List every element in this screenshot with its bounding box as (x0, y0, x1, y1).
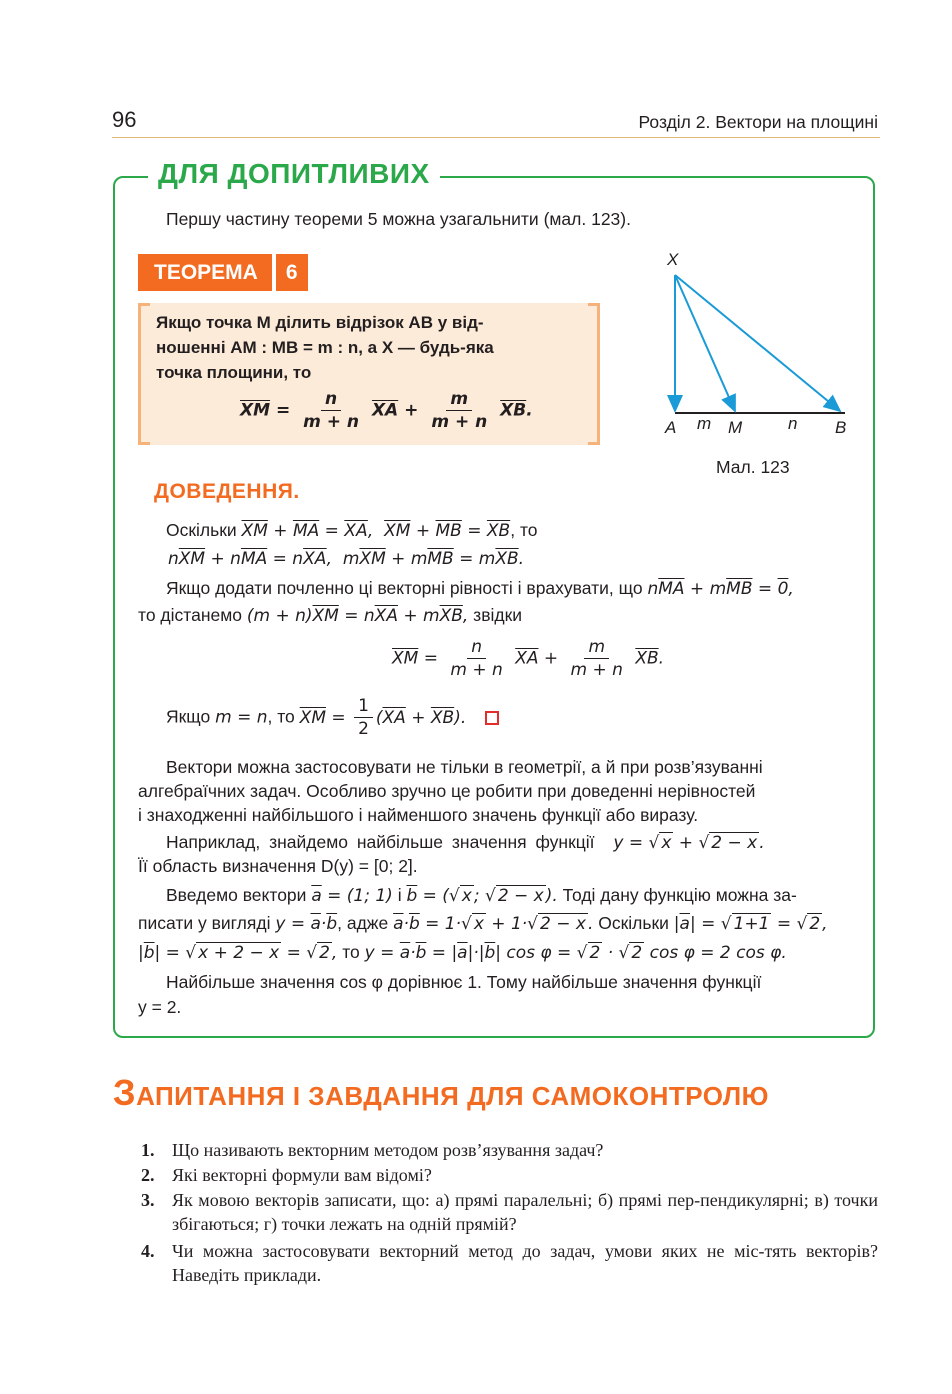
theorem-statement (156, 310, 586, 385)
modulus-line: $|\overline{b}|$ = √ x + 2 − x = √ 2 , то $y = \overline{a}\cdot\overline{b} = |\overline{a}|\cdot|\overline{b}|$ cos φ = √ 2 · √ 2 cos φ = 2 cos φ. (138, 942, 787, 963)
domain-line (138, 854, 418, 878)
proof-line-1: Оскільки $\overline{XM} + \overline{MA} = \overline{XA}$, $\overline{XM} + \overline{MB} = \overline{XB}$, то (166, 520, 538, 541)
page-number: 96 (112, 107, 137, 132)
question-number: 2. (141, 1165, 155, 1185)
vectors-text: Тоді дану функцію можна за- (562, 885, 797, 905)
example-text: Наприклад, знайдемо найбільше значення функції (166, 832, 595, 852)
question-text: Що називають векторним методом розв’язування задач? (172, 1140, 604, 1160)
cos-line: Найбільше значення cos φ дорівнює 1. Тому найбільше значення функції (166, 972, 762, 992)
proof-text: Оскільки (166, 520, 237, 540)
proof-formula: $\overline{XM}$ = $\frac{n}{m + n}$ $\overline{XA}$ + $\frac{m}{m + n}$ $\overline{XB}$. (392, 637, 665, 680)
domain-text: Її область визначення (138, 856, 317, 876)
proof-text: звідки (473, 605, 523, 625)
theorem-bracket-left (138, 303, 150, 445)
box-title: ДЛЯ ДОПИТЛИВИХ (148, 158, 440, 190)
proof-text: то (519, 520, 538, 540)
proof-text: Якщо (166, 706, 211, 727)
vector-xb (675, 275, 840, 411)
vector-xm (675, 275, 735, 411)
vectors-line: Введемо вектори $\overline{a} = (1$; 1) і $\overline{b}$ = (√ x ; √ 2 − x ). Тоді дану функцію можна за- (166, 885, 797, 906)
header-rule (112, 137, 880, 138)
label-x: X (667, 250, 679, 269)
question-text: Чи можна застосовувати векторний метод до задач, умови яких не міс-тять векторів? Наведіть приклади. (172, 1241, 878, 1285)
write-text: Оскільки (598, 913, 669, 933)
theorem-formula: $\overline{XM}$ = $\frac{n}{m + n}$ $\overline{XA}$ + $\frac{m}{m + n}$ $\overline{XB}$. (240, 389, 533, 432)
running-head: Розділ 2. Вектори на площині (638, 112, 878, 132)
section-title-initial: З (113, 1072, 137, 1113)
section-title-rest: АПИТАННЯ І ЗАВДАННЯ ДЛЯ САМОКОНТРОЛЮ (136, 1081, 769, 1111)
figure-caption: Мал. 123 (716, 457, 790, 477)
theorem-label (138, 254, 308, 291)
theorem-line: Якщо точка M ділить відрізок AB у від- (156, 313, 484, 332)
question-item (141, 1188, 881, 1238)
label-n: n (788, 414, 798, 433)
proof-line-3: Якщо додати почленно ці векторні рівності і врахувати, що $n\overline{MA} + m\overline{MB} = 0$, (166, 578, 794, 599)
proof-text: Якщо додати почленно ці векторні рівності і врахувати, що (166, 578, 643, 598)
question-number: 3. (141, 1190, 155, 1210)
label-a: A (665, 418, 677, 437)
proof-line-4: то дістанемо $(m + n)\overline{XM} = n\overline{XA} + m\overline{XB}$, звідки (138, 605, 523, 626)
label-m-small: m (697, 414, 712, 433)
section-title (113, 1072, 769, 1114)
theorem-word: ТЕОРЕМА (154, 260, 258, 284)
proof-text: то (277, 706, 295, 727)
question-number: 1. (141, 1140, 155, 1160)
label-b: B (835, 418, 847, 437)
write-text: адже (346, 913, 389, 933)
question-item (141, 1138, 881, 1162)
proof-line-2: $n\overline{XM} + n\overline{MA} = n\overline{XA}$, $m\overline{XM} + m\overline{MB} = m\overline{XB}$. (168, 549, 525, 569)
vectors-text: Введемо вектори (166, 885, 307, 905)
domain-value: D(y) = [0; 2]. (320, 856, 418, 876)
theorem-number: 6 (285, 260, 298, 284)
question-item (141, 1163, 881, 1187)
proof-title: ДОВЕДЕННЯ. (154, 480, 300, 503)
write-line: писати у вигляді $y = \overline{a}\cdot\overline{b}$, адже $\overline{a}\cdot\overline{b} = 1\cdot√$ x + 1·√ 2 − x . Оскільки $|\overline{a}|$ = √ 1+1 = √ 2 , (138, 913, 828, 934)
final-line: y = 2. (138, 997, 182, 1017)
paragraph-line: Вектори можна застосовувати не тільки в геометрії, а й при розв’язуванні (166, 757, 763, 777)
proof-line-5: Якщо m = n, то $\overline{XM}$ = $\frac{1}{2}$ $(\overline{XA} + \overline{XB})$. (166, 695, 499, 740)
example-line: Наприклад, знайдемо найбільше значення функції y = √ x + √ 2 − x . (166, 832, 765, 853)
proof-text: то дістанемо (138, 605, 242, 625)
theorem-line: ношенні AM : MB = m : n, а X — будь-яка (156, 338, 494, 357)
question-text: Які векторні формули вам відомі? (172, 1165, 432, 1185)
paragraph-line: і знаходженні найбільшого і найменшого значень функції або виразу. (138, 805, 699, 825)
question-item (141, 1239, 881, 1289)
paragraph-line: алгебраїчних задач. Особливо зручно це робити при доведенні нерівностей (138, 781, 756, 801)
theorem-bracket-right (588, 303, 600, 445)
write-text: писати у вигляді (138, 913, 271, 933)
label-m: M (728, 418, 743, 437)
box-intro: Першу частину теореми 5 можна узагальнити (мал. 123). (166, 209, 631, 229)
modulus-text: то (342, 942, 360, 962)
figure-123 (655, 245, 865, 445)
theorem-line: точка площини, то (156, 363, 312, 382)
question-text: Як мовою векторів записати, що: а) прямі паралельні; б) прямі пер-пендикулярні; в) точки збігаються; г) точки лежать на одній прямій? (172, 1190, 878, 1234)
qed-square (485, 711, 499, 725)
question-number: 4. (141, 1241, 155, 1261)
